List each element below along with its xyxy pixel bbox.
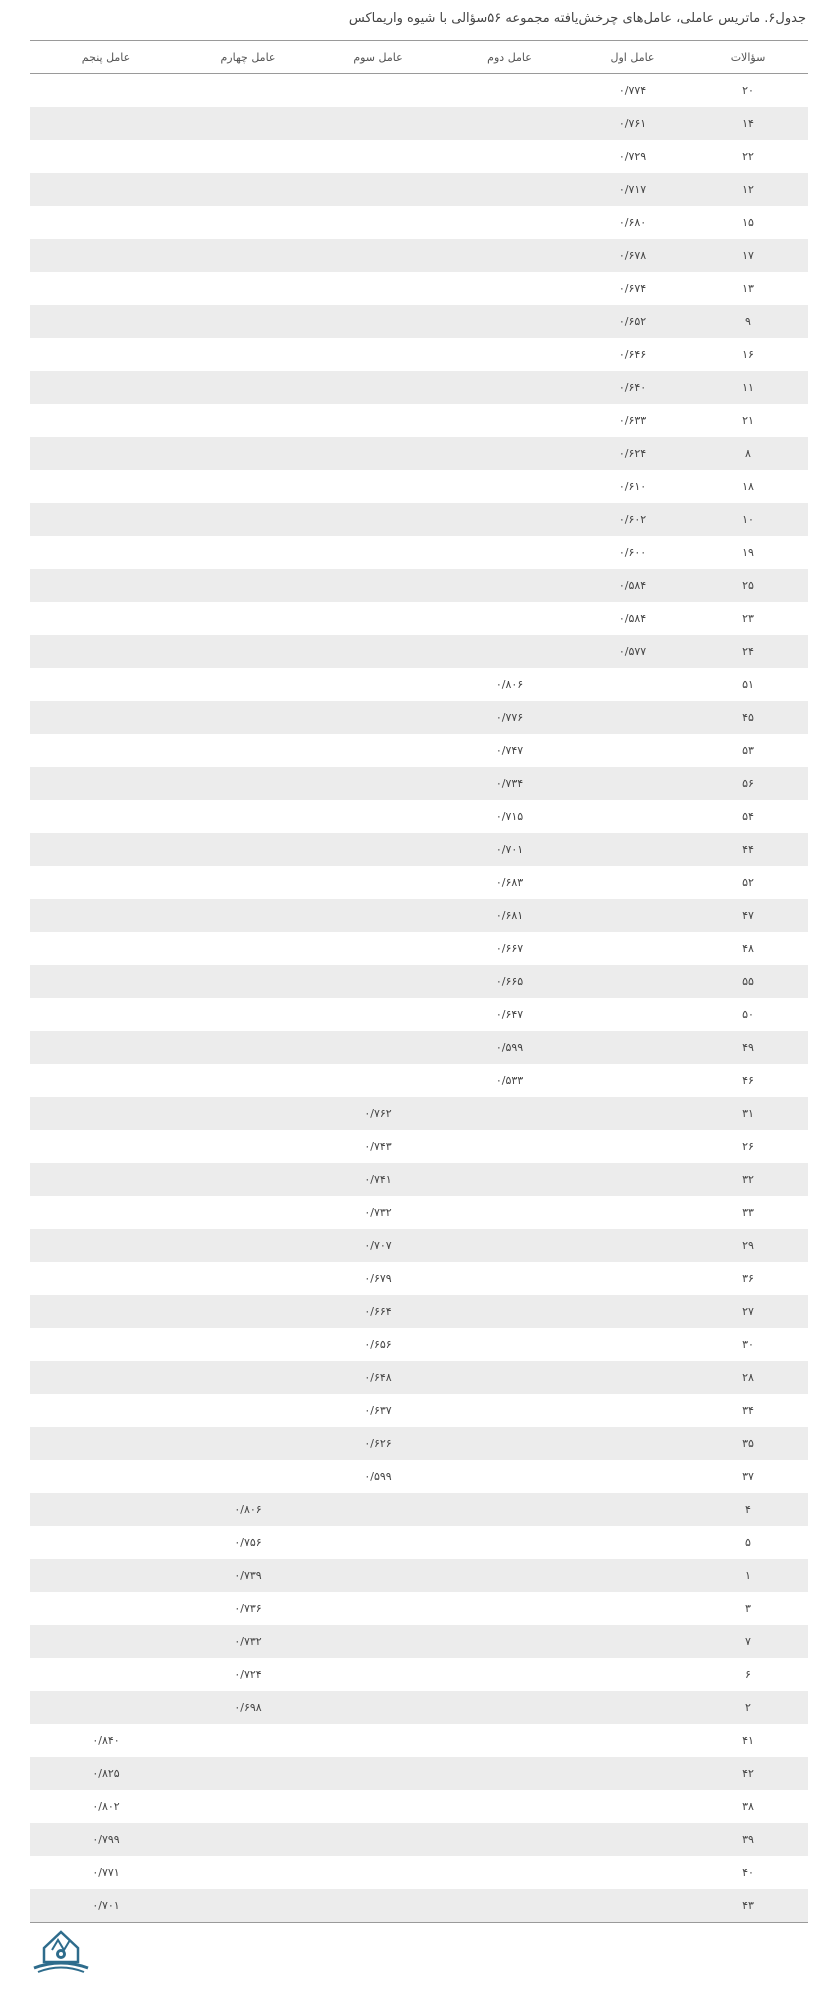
factor-2-cell: ۰/۷۰۱ xyxy=(495,843,524,856)
factor-2-cell: ۰/۸۰۶ xyxy=(495,678,524,691)
header-factor-1: عامل اول xyxy=(610,50,655,64)
question-cell: ۳۸ xyxy=(742,1800,754,1813)
table-body xyxy=(30,74,808,1922)
table-row xyxy=(30,734,808,767)
factor-4-cell: ۰/۷۳۲ xyxy=(234,1635,262,1648)
question-cell: ۴۲ xyxy=(742,1767,754,1780)
factor-2-cell: ۰/۶۴۷ xyxy=(495,1008,524,1021)
table-row xyxy=(30,404,808,437)
factor-1-cell: ۰/۶۴۶ xyxy=(618,348,647,361)
factor-1-cell: ۰/۶۱۰ xyxy=(618,480,647,493)
table-row xyxy=(30,932,808,965)
factor-1-cell: ۰/۷۶۱ xyxy=(618,117,647,130)
factor-2-cell: ۰/۶۶۷ xyxy=(495,942,524,955)
header-questions: سؤالات xyxy=(730,50,766,64)
factor-3-cell: ۰/۶۴۸ xyxy=(364,1371,392,1384)
factor-4-cell: ۰/۷۳۶ xyxy=(234,1602,262,1615)
factor-1-cell: ۰/۶۲۴ xyxy=(618,447,647,460)
factor-5-cell: ۰/۸۴۰ xyxy=(92,1734,120,1747)
factor-3-cell: ۰/۷۴۳ xyxy=(364,1140,392,1153)
header-factor-2: عامل دوم xyxy=(487,50,532,64)
factor-1-cell: ۰/۷۷۴ xyxy=(618,84,647,97)
question-cell: ۹ xyxy=(745,315,751,328)
factor-1-cell: ۰/۵۸۴ xyxy=(618,579,647,592)
table-row xyxy=(30,800,808,833)
table-row xyxy=(30,437,808,470)
table-row xyxy=(30,470,808,503)
factor-4-cell: ۰/۸۰۶ xyxy=(234,1503,262,1516)
factor-4-cell: ۰/۷۳۹ xyxy=(234,1569,262,1582)
factor-matrix-table xyxy=(30,40,808,1923)
factor-1-cell: ۰/۷۲۹ xyxy=(618,150,647,163)
question-cell: ۳۱ xyxy=(742,1107,754,1120)
table-row xyxy=(30,1625,808,1658)
factor-3-cell: ۰/۶۳۷ xyxy=(364,1404,392,1417)
question-cell: ۴۹ xyxy=(742,1041,754,1054)
table-row xyxy=(30,140,808,173)
factor-2-cell: ۰/۶۸۱ xyxy=(495,909,524,922)
table-row xyxy=(30,965,808,998)
table-row xyxy=(30,1328,808,1361)
table-row xyxy=(30,503,808,536)
question-cell: ۱۸ xyxy=(742,480,754,493)
question-cell: ۱۷ xyxy=(742,249,754,262)
question-cell: ۴۰ xyxy=(742,1866,754,1879)
question-cell: ۲۷ xyxy=(742,1305,754,1318)
question-cell: ۴۶ xyxy=(742,1074,754,1087)
factor-2-cell: ۰/۵۳۳ xyxy=(495,1074,524,1087)
table-row xyxy=(30,1361,808,1394)
question-cell: ۲۲ xyxy=(742,150,754,163)
table-row xyxy=(30,107,808,140)
question-cell: ۱۲ xyxy=(742,183,754,196)
question-cell: ۱۶ xyxy=(742,348,754,361)
factor-1-cell: ۰/۶۴۰ xyxy=(618,381,647,394)
factor-1-cell: ۰/۵۷۷ xyxy=(618,645,647,658)
table-row xyxy=(30,1229,808,1262)
table-row xyxy=(30,1757,808,1790)
factor-1-cell: ۰/۷۱۷ xyxy=(618,183,647,196)
header-factor-3: عامل سوم xyxy=(353,50,403,64)
table-row xyxy=(30,173,808,206)
factor-5-cell: ۰/۷۷۱ xyxy=(92,1866,120,1879)
question-cell: ۱۹ xyxy=(742,546,754,559)
question-cell: ۵۶ xyxy=(742,777,754,790)
question-cell: ۵۳ xyxy=(742,744,754,757)
question-cell: ۳۲ xyxy=(742,1173,754,1186)
factor-1-cell: ۰/۶۳۳ xyxy=(618,414,647,427)
factor-1-cell: ۰/۶۷۸ xyxy=(618,249,647,262)
factor-3-cell: ۰/۶۷۹ xyxy=(364,1272,392,1285)
question-cell: ۲۶ xyxy=(742,1140,754,1153)
question-cell: ۳۷ xyxy=(742,1470,754,1483)
table-row xyxy=(30,1163,808,1196)
question-cell: ۲۴ xyxy=(742,645,754,658)
table-row xyxy=(30,602,808,635)
factor-1-cell: ۰/۶۰۰ xyxy=(618,546,647,559)
table-row xyxy=(30,305,808,338)
table-row xyxy=(30,1064,808,1097)
table-row xyxy=(30,866,808,899)
table-row xyxy=(30,1724,808,1757)
table-row xyxy=(30,536,808,569)
factor-3-cell: ۰/۶۶۴ xyxy=(364,1305,392,1318)
question-cell: ۳۳ xyxy=(742,1206,754,1219)
question-cell: ۳۰ xyxy=(742,1338,754,1351)
table-row xyxy=(30,1823,808,1856)
table-row xyxy=(30,767,808,800)
question-cell: ۳۵ xyxy=(742,1437,754,1450)
factor-3-cell: ۰/۶۵۶ xyxy=(364,1338,392,1351)
factor-2-cell: ۰/۶۶۵ xyxy=(495,975,524,988)
factor-2-cell: ۰/۷۱۵ xyxy=(495,810,524,823)
factor-1-cell: ۰/۶۸۰ xyxy=(618,216,647,229)
factor-3-cell: ۰/۷۰۷ xyxy=(364,1239,392,1252)
question-cell: ۶ xyxy=(745,1668,751,1681)
question-cell: ۲۱ xyxy=(742,414,754,427)
table-row xyxy=(30,1031,808,1064)
table-row xyxy=(30,74,808,107)
table-row xyxy=(30,1526,808,1559)
question-cell: ۵۲ xyxy=(742,876,754,889)
question-cell: ۴۷ xyxy=(742,909,754,922)
table-row xyxy=(30,899,808,932)
factor-5-cell: ۰/۷۰۱ xyxy=(92,1899,120,1912)
question-cell: ۴۸ xyxy=(742,942,754,955)
question-cell: ۱۱ xyxy=(742,381,754,394)
journal-logo-icon xyxy=(30,1928,92,1974)
question-cell: ۱۴ xyxy=(742,117,754,130)
header-factor-4: عامل چهارم xyxy=(220,50,276,64)
question-cell: ۱۳ xyxy=(742,282,754,295)
question-cell: ۴ xyxy=(745,1503,751,1516)
factor-5-cell: ۰/۸۲۵ xyxy=(92,1767,120,1780)
factor-2-cell: ۰/۷۷۶ xyxy=(495,711,524,724)
question-cell: ۵۰ xyxy=(742,1008,754,1021)
question-cell: ۵ xyxy=(745,1536,751,1549)
factor-2-cell: ۰/۷۴۷ xyxy=(495,744,524,757)
table-row xyxy=(30,1295,808,1328)
question-cell: ۱۵ xyxy=(742,216,754,229)
question-cell: ۲۳ xyxy=(742,612,754,625)
table-row xyxy=(30,1394,808,1427)
table-row xyxy=(30,371,808,404)
question-cell: ۵۵ xyxy=(742,975,754,988)
question-cell: ۳۴ xyxy=(742,1404,754,1417)
question-cell: ۱۰ xyxy=(742,513,754,526)
question-cell: ۷ xyxy=(745,1635,751,1648)
factor-1-cell: ۰/۵۸۴ xyxy=(618,612,647,625)
factor-1-cell: ۰/۶۰۲ xyxy=(618,513,647,526)
table-row xyxy=(30,338,808,371)
table-row xyxy=(30,1427,808,1460)
question-cell: ۳ xyxy=(745,1602,751,1615)
question-cell: ۱ xyxy=(745,1569,751,1582)
header-factor-5: عامل پنجم xyxy=(81,50,131,64)
table-row xyxy=(30,998,808,1031)
factor-3-cell: ۰/۷۴۱ xyxy=(364,1173,392,1186)
factor-3-cell: ۰/۵۹۹ xyxy=(364,1470,392,1483)
question-cell: ۴۵ xyxy=(742,711,754,724)
question-cell: ۴۴ xyxy=(742,843,754,856)
factor-3-cell: ۰/۷۳۲ xyxy=(364,1206,392,1219)
question-cell: ۴۳ xyxy=(742,1899,754,1912)
factor-3-cell: ۰/۷۶۲ xyxy=(364,1107,392,1120)
factor-2-cell: ۰/۷۳۴ xyxy=(495,777,524,790)
question-cell: ۳۹ xyxy=(742,1833,754,1846)
table-row xyxy=(30,1460,808,1493)
question-cell: ۲ xyxy=(745,1701,751,1714)
factor-1-cell: ۰/۶۵۲ xyxy=(618,315,647,328)
table-row xyxy=(30,1196,808,1229)
question-cell: ۲۹ xyxy=(742,1239,754,1252)
factor-4-cell: ۰/۶۹۸ xyxy=(234,1701,262,1714)
table-row xyxy=(30,1493,808,1526)
factor-4-cell: ۰/۷۲۴ xyxy=(234,1668,262,1681)
table-row xyxy=(30,833,808,866)
question-cell: ۲۸ xyxy=(742,1371,754,1384)
question-cell: ۲۵ xyxy=(742,579,754,592)
question-cell: ۴۱ xyxy=(742,1734,754,1747)
table-caption: جدول۶. ماتریس عاملی، عامل‌های چرخش‌یافته مجموعه ۵۶سؤالی با شیوه واریماکس xyxy=(348,11,806,26)
question-cell: ۵۴ xyxy=(742,810,754,823)
table-row xyxy=(30,1559,808,1592)
table-row xyxy=(30,206,808,239)
table-row xyxy=(30,1889,808,1922)
factor-4-cell: ۰/۷۵۶ xyxy=(234,1536,262,1549)
factor-5-cell: ۰/۸۰۲ xyxy=(92,1800,120,1813)
table-row xyxy=(30,1592,808,1625)
table-row xyxy=(30,701,808,734)
table-row xyxy=(30,1856,808,1889)
factor-5-cell: ۰/۷۹۹ xyxy=(92,1833,120,1846)
question-cell: ۵۱ xyxy=(742,678,754,691)
question-cell: ۲۰ xyxy=(742,84,754,97)
table-row xyxy=(30,1790,808,1823)
table-row xyxy=(30,569,808,602)
table-header xyxy=(30,41,808,74)
table-row xyxy=(30,239,808,272)
factor-2-cell: ۰/۵۹۹ xyxy=(495,1041,524,1054)
question-cell: ۳۶ xyxy=(742,1272,754,1285)
table-row xyxy=(30,1130,808,1163)
table-row xyxy=(30,1262,808,1295)
table-row xyxy=(30,272,808,305)
table-row xyxy=(30,1097,808,1130)
table-row xyxy=(30,1691,808,1724)
factor-3-cell: ۰/۶۲۶ xyxy=(364,1437,392,1450)
question-cell: ۸ xyxy=(745,447,751,460)
table-row xyxy=(30,1658,808,1691)
factor-2-cell: ۰/۶۸۳ xyxy=(495,876,524,889)
table-row xyxy=(30,635,808,668)
factor-1-cell: ۰/۶۷۴ xyxy=(618,282,647,295)
table-row xyxy=(30,668,808,701)
